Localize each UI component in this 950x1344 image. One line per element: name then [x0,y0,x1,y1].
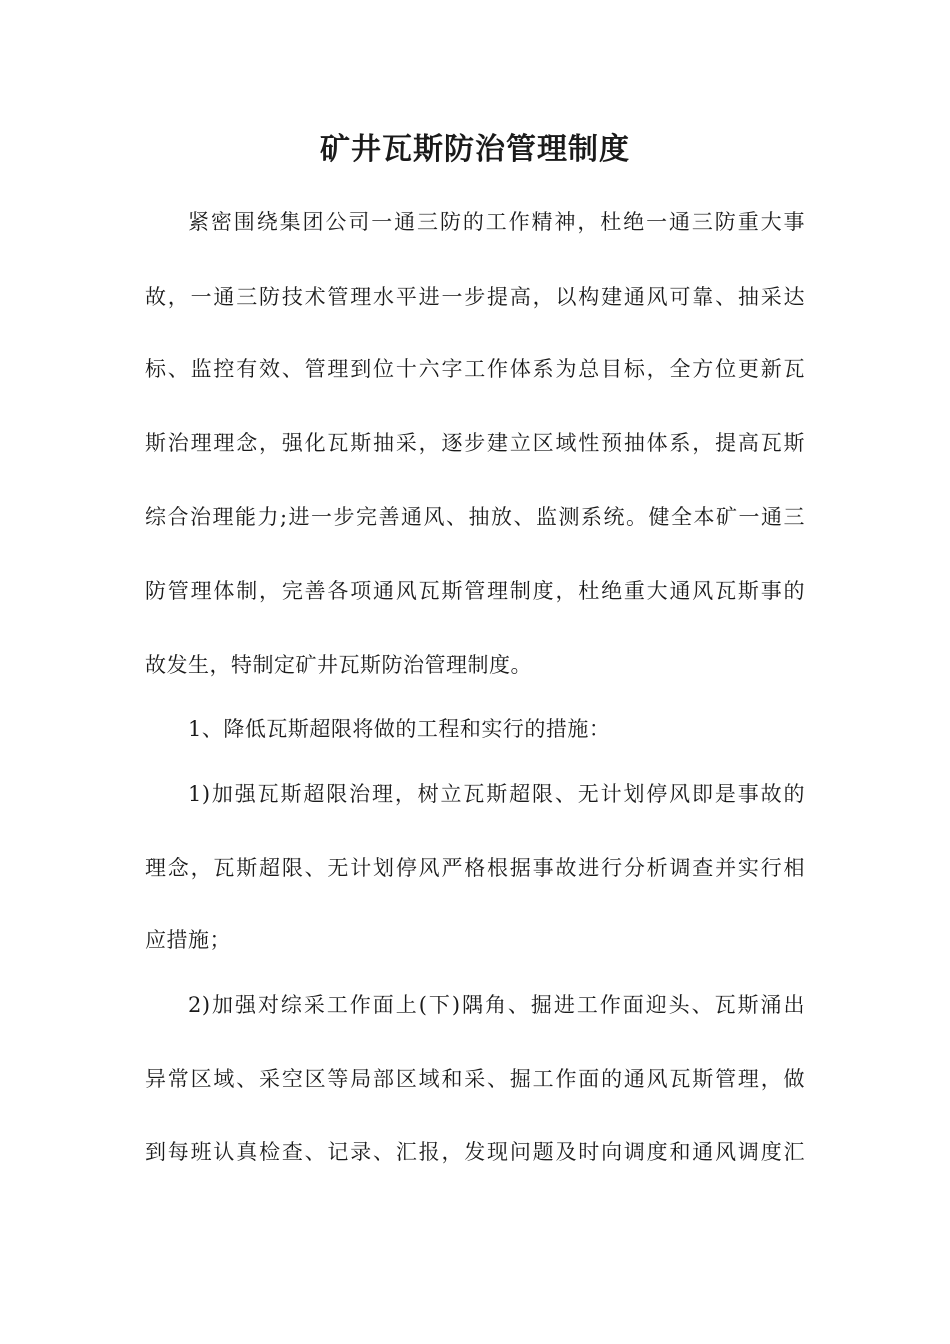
paragraph-line: 理念，瓦斯超限、无计划停风严格根据事故进行分析调查并实行相 [145,856,805,880]
paragraph-line: 防管理体制，完善各项通风瓦斯管理制度，杜绝重大通风瓦斯事的 [145,579,805,603]
paragraph-line: 故，一通三防技术管理水平进一步提高，以构建通风可靠、抽采达 [145,285,805,309]
paragraph-line: 斯治理理念，强化瓦斯抽采，逐步建立区域性预抽体系，提高瓦斯 [145,431,805,455]
paragraph-line: 异常区域、采空区等局部区域和采、掘工作面的通风瓦斯管理，做 [145,1067,805,1091]
paragraph-line: 标、监控有效、管理到位十六字工作体系为总目标，全方位更新瓦 [145,357,805,381]
paragraph-line: 2)加强对综采工作面上(下)隅角、掘进工作面迎头、瓦斯涌出 [188,993,805,1017]
paragraph-line: 紧密围绕集团公司一通三防的工作精神，杜绝一通三防重大事 [188,210,805,234]
document-title: 矿井瓦斯防治管理制度 [320,132,630,167]
paragraph-line: 综合治理能力;进一步完善通风、抽放、监测系统。健全本矿一通三 [145,505,805,529]
paragraph-line: 故发生，特制定矿井瓦斯防治管理制度。 [145,653,532,677]
section-heading: 1、降低瓦斯超限将做的工程和实行的措施： [188,717,611,741]
paragraph-line: 到每班认真检查、记录、汇报，发现问题及时向调度和通风调度汇 [145,1140,805,1164]
paragraph-line: 1)加强瓦斯超限治理，树立瓦斯超限、无计划停风即是事故的 [188,782,805,806]
paragraph-line: 应措施； [145,928,231,952]
